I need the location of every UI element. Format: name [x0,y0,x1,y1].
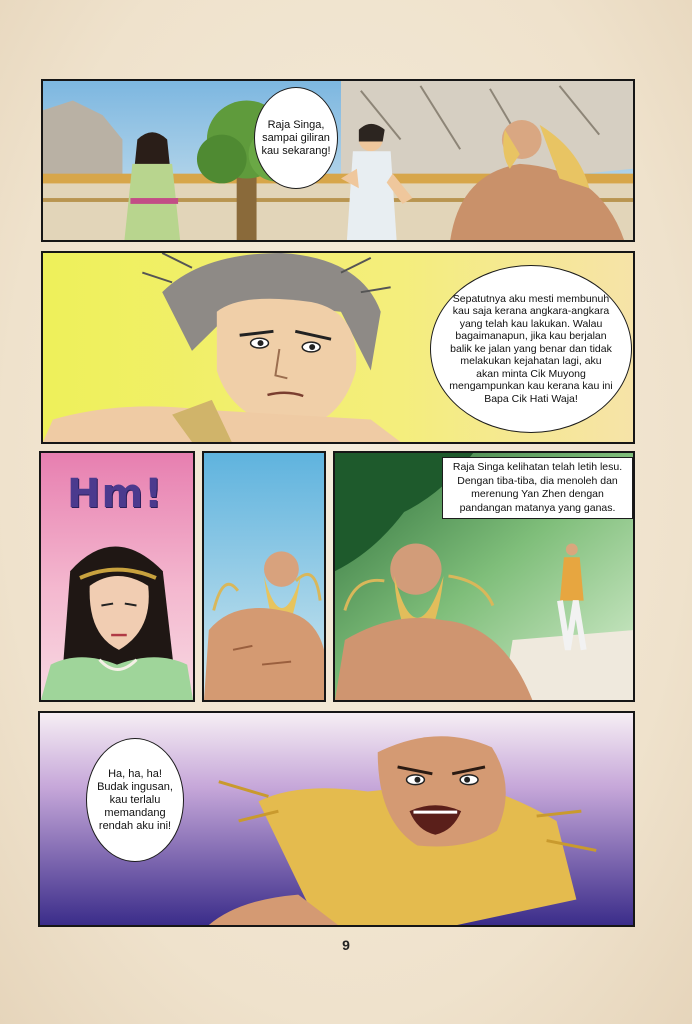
caption-text: Raja Singa kelihatan telah letih lesu. Dengan tiba-tiba, dia menoleh dan merenung Yan Zhen dengan pandangan matanya yang ganas. [452,461,623,514]
speech-bubble [86,738,184,862]
comic-panel-1 [41,79,635,242]
comic-panel-4 [202,451,326,702]
panel-4-art [204,453,324,700]
narration-caption [442,457,633,519]
speech-bubble [430,265,632,433]
comic-panel-2 [41,251,635,444]
speech-text: Raja Singa, sampai giliran kau sekarang! [261,118,331,157]
speech-text: Ha, ha, ha! Budak ingusan, kau terlalu memandang rendah aku ini! [97,767,173,832]
panel-1-art [43,81,633,240]
sound-effect-hm: Hm! [67,471,164,517]
page-number: 9 [342,937,350,953]
comic-panel-5 [333,451,635,702]
comic-panel-6 [38,711,635,927]
comic-panel-3 [39,451,195,702]
speech-bubble [254,87,338,189]
speech-text: Sepatutnya aku mesti membunuh kau saja kerana angkara-angkara yang telah kau lakukan. Walau bagaimanapun, jika kau berjalan balik ke jalan yang benar dan tidak melakukan kejahatan lagi, aku akan minta Cik Muyong mengampunkan kau kerana kau ini Bapa Cik Hati Waja! [449,292,613,405]
